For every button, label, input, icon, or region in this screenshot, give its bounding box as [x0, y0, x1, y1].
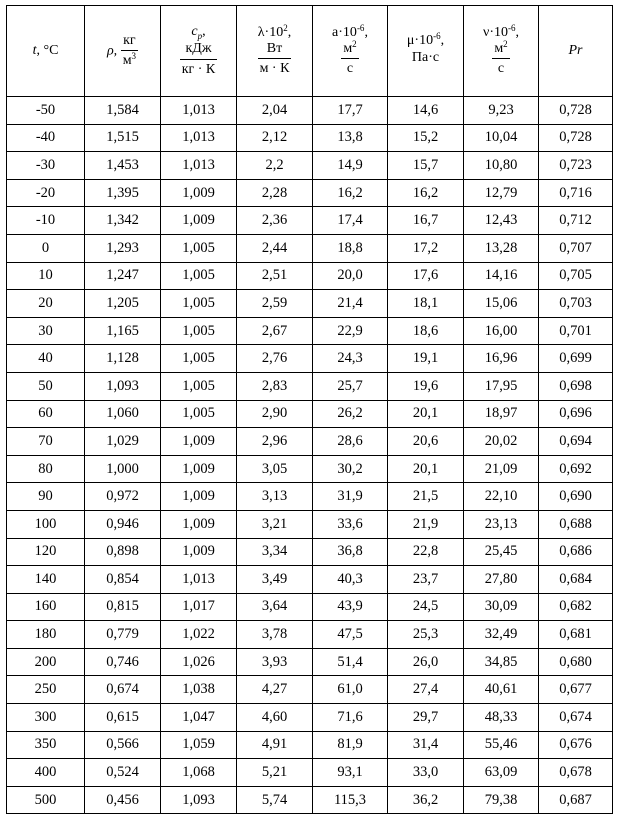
cell-density: 1,060: [85, 400, 161, 428]
cell-heat-capacity: 1,005: [161, 400, 237, 428]
cell-kinematic-viscosity: 40,61: [464, 676, 539, 704]
cell-dynamic-viscosity: 14,6: [388, 97, 464, 125]
cell-kinematic-viscosity: 32,49: [464, 621, 539, 649]
cell-kinematic-viscosity: 12,43: [464, 207, 539, 235]
cell-prandtl: 0,676: [539, 731, 613, 759]
cell-heat-capacity: 1,013: [161, 124, 237, 152]
cell-temperature: 70: [7, 428, 85, 456]
header-rho-fraction: [121, 33, 138, 69]
table-wrapper: [6, 5, 613, 814]
cell-kinematic-viscosity: 22,10: [464, 483, 539, 511]
cell-temperature: 40: [7, 345, 85, 373]
table-row: [7, 207, 613, 235]
cell-heat-capacity: 1,017: [161, 593, 237, 621]
cell-heat-capacity: 1,013: [161, 152, 237, 180]
cell-density: 0,972: [85, 483, 161, 511]
cell-dynamic-viscosity: 33,0: [388, 759, 464, 787]
cell-kinematic-viscosity: 9,23: [464, 97, 539, 125]
cell-thermal-conductivity: 3,64: [237, 593, 313, 621]
cell-temperature: 120: [7, 538, 85, 566]
cell-prandtl: 0,674: [539, 704, 613, 732]
cell-kinematic-viscosity: 15,06: [464, 290, 539, 318]
table-row: [7, 786, 613, 814]
cell-thermal-diffusivity: 43,9: [313, 593, 388, 621]
cell-thermal-conductivity: 3,78: [237, 621, 313, 649]
cell-prandtl: 0,699: [539, 345, 613, 373]
cell-temperature: 160: [7, 593, 85, 621]
cell-heat-capacity: 1,005: [161, 372, 237, 400]
table-row: [7, 455, 613, 483]
header-a-fraction: [341, 38, 358, 77]
cell-density: 0,779: [85, 621, 161, 649]
table-row: [7, 179, 613, 207]
cell-heat-capacity: 1,005: [161, 290, 237, 318]
header-t-symbol: t: [32, 42, 37, 58]
cell-temperature: 50: [7, 372, 85, 400]
header-thermal-conductivity: [237, 6, 313, 97]
cell-thermal-conductivity: 3,05: [237, 455, 313, 483]
cell-density: 1,205: [85, 290, 161, 318]
table-row: [7, 234, 613, 262]
table-row: [7, 400, 613, 428]
cell-temperature: -40: [7, 124, 85, 152]
cell-thermal-conductivity: 3,93: [237, 648, 313, 676]
cell-thermal-diffusivity: 28,6: [313, 428, 388, 456]
cell-thermal-diffusivity: 51,4: [313, 648, 388, 676]
cell-density: 0,674: [85, 676, 161, 704]
header-lambda-symbol: $\lambda\cdot 10^2$,: [257, 22, 292, 40]
cell-heat-capacity: 1,093: [161, 786, 237, 814]
cell-density: 0,898: [85, 538, 161, 566]
cell-thermal-diffusivity: 26,2: [313, 400, 388, 428]
cell-dynamic-viscosity: 36,2: [388, 786, 464, 814]
cell-dynamic-viscosity: 22,8: [388, 538, 464, 566]
cell-density: 1,342: [85, 207, 161, 235]
table-row: [7, 510, 613, 538]
cell-density: 0,854: [85, 566, 161, 594]
cell-temperature: -30: [7, 152, 85, 180]
cell-density: 1,395: [85, 179, 161, 207]
cell-temperature: 90: [7, 483, 85, 511]
cell-kinematic-viscosity: 10,80: [464, 152, 539, 180]
cell-prandtl: 0,682: [539, 593, 613, 621]
cell-thermal-diffusivity: 36,8: [313, 538, 388, 566]
header-heat-capacity: [161, 6, 237, 97]
table-body: [7, 97, 613, 814]
table-row: [7, 759, 613, 787]
cell-temperature: 250: [7, 676, 85, 704]
cell-heat-capacity: 1,009: [161, 207, 237, 235]
cell-heat-capacity: 1,009: [161, 428, 237, 456]
cell-thermal-diffusivity: 16,2: [313, 179, 388, 207]
cell-density: 0,946: [85, 510, 161, 538]
header-cp-fraction: [180, 41, 218, 77]
cell-thermal-conductivity: 2,51: [237, 262, 313, 290]
cell-density: 0,566: [85, 731, 161, 759]
cell-heat-capacity: 1,005: [161, 345, 237, 373]
cell-dynamic-viscosity: 15,2: [388, 124, 464, 152]
cell-temperature: 500: [7, 786, 85, 814]
cell-prandtl: 0,677: [539, 676, 613, 704]
cell-kinematic-viscosity: 10,04: [464, 124, 539, 152]
cell-prandtl: 0,716: [539, 179, 613, 207]
header-rho-den: $м^3$: [122, 51, 137, 68]
cell-heat-capacity: 1,009: [161, 455, 237, 483]
cell-thermal-diffusivity: 115,3: [313, 786, 388, 814]
cell-prandtl: 0,690: [539, 483, 613, 511]
cell-density: 1,165: [85, 317, 161, 345]
cell-heat-capacity: 1,009: [161, 483, 237, 511]
table-row: [7, 731, 613, 759]
cell-thermal-diffusivity: 13,8: [313, 124, 388, 152]
header-cp-den: кг · К: [180, 59, 218, 78]
table-row: [7, 152, 613, 180]
cell-thermal-conductivity: 3,49: [237, 566, 313, 594]
cell-temperature: 10: [7, 262, 85, 290]
cell-density: 1,128: [85, 345, 161, 373]
cell-thermal-diffusivity: 17,4: [313, 207, 388, 235]
header-nu-num: $м^2$: [494, 38, 508, 56]
cell-prandtl: 0,681: [539, 621, 613, 649]
cell-heat-capacity: 1,068: [161, 759, 237, 787]
header-mu-unit: Па·с: [411, 49, 440, 65]
cell-kinematic-viscosity: 34,85: [464, 648, 539, 676]
header-cp-symbol: $c_p$,: [191, 24, 206, 42]
cell-thermal-conductivity: 2,36: [237, 207, 313, 235]
header-a-symbol: $a\cdot 10^{-6}$,: [332, 22, 368, 40]
cell-density: 1,293: [85, 234, 161, 262]
header-a-num: $м^2$: [343, 38, 357, 56]
cell-temperature: 180: [7, 621, 85, 649]
table-row: [7, 124, 613, 152]
cell-dynamic-viscosity: 17,6: [388, 262, 464, 290]
cell-thermal-conductivity: 3,13: [237, 483, 313, 511]
cell-density: 0,524: [85, 759, 161, 787]
cell-heat-capacity: 1,005: [161, 317, 237, 345]
cell-thermal-diffusivity: 21,4: [313, 290, 388, 318]
header-dynamic-viscosity: [388, 6, 464, 97]
table-row: [7, 483, 613, 511]
table-row: [7, 704, 613, 732]
cell-heat-capacity: 1,009: [161, 179, 237, 207]
air-properties-table: [6, 5, 613, 814]
header-lambda-den: м · К: [258, 58, 292, 77]
cell-thermal-diffusivity: 18,8: [313, 234, 388, 262]
cell-heat-capacity: 1,005: [161, 262, 237, 290]
cell-kinematic-viscosity: 63,09: [464, 759, 539, 787]
cell-dynamic-viscosity: 29,7: [388, 704, 464, 732]
cell-thermal-conductivity: 4,91: [237, 731, 313, 759]
table-row: [7, 345, 613, 373]
cell-dynamic-viscosity: 25,3: [388, 621, 464, 649]
cell-prandtl: 0,680: [539, 648, 613, 676]
cell-density: 0,815: [85, 593, 161, 621]
cell-density: 1,000: [85, 455, 161, 483]
cell-heat-capacity: 1,047: [161, 704, 237, 732]
cell-dynamic-viscosity: 23,7: [388, 566, 464, 594]
cell-thermal-diffusivity: 14,9: [313, 152, 388, 180]
cell-temperature: 300: [7, 704, 85, 732]
cell-density: 0,456: [85, 786, 161, 814]
header-mu-symbol: $\mu\cdot 10^{-6}$,: [406, 31, 445, 49]
cell-thermal-conductivity: 2,83: [237, 372, 313, 400]
cell-thermal-diffusivity: 20,0: [313, 262, 388, 290]
cell-kinematic-viscosity: 48,33: [464, 704, 539, 732]
cell-prandtl: 0,688: [539, 510, 613, 538]
cell-kinematic-viscosity: 16,00: [464, 317, 539, 345]
cell-temperature: -10: [7, 207, 85, 235]
header-density: [85, 6, 161, 97]
table-row: [7, 538, 613, 566]
cell-density: 1,453: [85, 152, 161, 180]
cell-dynamic-viscosity: 26,0: [388, 648, 464, 676]
cell-heat-capacity: 1,013: [161, 97, 237, 125]
cell-dynamic-viscosity: 15,7: [388, 152, 464, 180]
cell-heat-capacity: 1,038: [161, 676, 237, 704]
cell-prandtl: 0,728: [539, 124, 613, 152]
cell-thermal-conductivity: 2,44: [237, 234, 313, 262]
cell-heat-capacity: 1,009: [161, 510, 237, 538]
cell-temperature: -20: [7, 179, 85, 207]
cell-heat-capacity: 1,005: [161, 234, 237, 262]
header-prandtl: [539, 6, 613, 97]
cell-temperature: 200: [7, 648, 85, 676]
cell-density: 1,515: [85, 124, 161, 152]
cell-prandtl: 0,694: [539, 428, 613, 456]
cell-kinematic-viscosity: 23,13: [464, 510, 539, 538]
cell-dynamic-viscosity: 24,5: [388, 593, 464, 621]
cell-prandtl: 0,723: [539, 152, 613, 180]
cell-kinematic-viscosity: 14,16: [464, 262, 539, 290]
cell-dynamic-viscosity: 19,1: [388, 345, 464, 373]
cell-dynamic-viscosity: 31,4: [388, 731, 464, 759]
header-nu-fraction: [492, 38, 509, 77]
cell-thermal-conductivity: 2,59: [237, 290, 313, 318]
header-lambda-num: Вт: [266, 40, 283, 56]
cell-dynamic-viscosity: 18,1: [388, 290, 464, 318]
cell-density: 0,615: [85, 704, 161, 732]
cell-dynamic-viscosity: 20,6: [388, 428, 464, 456]
table-row: [7, 593, 613, 621]
cell-thermal-conductivity: 2,90: [237, 400, 313, 428]
cell-heat-capacity: 1,013: [161, 566, 237, 594]
cell-dynamic-viscosity: 17,2: [388, 234, 464, 262]
cell-density: 0,746: [85, 648, 161, 676]
cell-temperature: 0: [7, 234, 85, 262]
header-nu-symbol: $\nu\cdot 10^{-6}$,: [483, 22, 519, 40]
table-row: [7, 621, 613, 649]
cell-heat-capacity: 1,026: [161, 648, 237, 676]
cell-dynamic-viscosity: 21,5: [388, 483, 464, 511]
cell-thermal-conductivity: 3,34: [237, 538, 313, 566]
cell-dynamic-viscosity: 20,1: [388, 400, 464, 428]
cell-heat-capacity: 1,022: [161, 621, 237, 649]
header-a-den: с: [341, 58, 358, 77]
cell-temperature: -50: [7, 97, 85, 125]
cell-thermal-conductivity: 5,74: [237, 786, 313, 814]
cell-temperature: 80: [7, 455, 85, 483]
cell-kinematic-viscosity: 55,46: [464, 731, 539, 759]
cell-thermal-diffusivity: 40,3: [313, 566, 388, 594]
header-kinematic-viscosity: [464, 6, 539, 97]
table-row: [7, 648, 613, 676]
cell-dynamic-viscosity: 16,2: [388, 179, 464, 207]
table-row: [7, 676, 613, 704]
cell-kinematic-viscosity: 79,38: [464, 786, 539, 814]
cell-thermal-conductivity: 2,04: [237, 97, 313, 125]
table-row: [7, 262, 613, 290]
cell-density: 1,584: [85, 97, 161, 125]
cell-temperature: 350: [7, 731, 85, 759]
cell-dynamic-viscosity: 16,7: [388, 207, 464, 235]
cell-kinematic-viscosity: 27,80: [464, 566, 539, 594]
cell-thermal-conductivity: 2,96: [237, 428, 313, 456]
cell-thermal-conductivity: 4,27: [237, 676, 313, 704]
cell-thermal-conductivity: 2,76: [237, 345, 313, 373]
cell-heat-capacity: 1,009: [161, 538, 237, 566]
cell-prandtl: 0,684: [539, 566, 613, 594]
cell-prandtl: 0,687: [539, 786, 613, 814]
cell-thermal-diffusivity: 33,6: [313, 510, 388, 538]
header-rho-symbol: ρ,: [106, 43, 118, 59]
table-row: [7, 290, 613, 318]
header-rho-num: кг: [123, 32, 136, 48]
cell-thermal-conductivity: 2,2: [237, 152, 313, 180]
cell-prandtl: 0,692: [539, 455, 613, 483]
cell-thermal-conductivity: 4,60: [237, 704, 313, 732]
header-t-unit: °C: [43, 42, 59, 58]
cell-kinematic-viscosity: 12,79: [464, 179, 539, 207]
cell-kinematic-viscosity: 16,96: [464, 345, 539, 373]
cell-thermal-diffusivity: 47,5: [313, 621, 388, 649]
cell-thermal-diffusivity: 81,9: [313, 731, 388, 759]
cell-heat-capacity: 1,059: [161, 731, 237, 759]
cell-thermal-diffusivity: 30,2: [313, 455, 388, 483]
cell-prandtl: 0,696: [539, 400, 613, 428]
header-lambda-fraction: [258, 41, 292, 77]
cell-kinematic-viscosity: 20,02: [464, 428, 539, 456]
table-row: [7, 97, 613, 125]
cell-prandtl: 0,686: [539, 538, 613, 566]
cell-thermal-diffusivity: 71,6: [313, 704, 388, 732]
cell-thermal-diffusivity: 24,3: [313, 345, 388, 373]
cell-kinematic-viscosity: 25,45: [464, 538, 539, 566]
cell-thermal-conductivity: 2,28: [237, 179, 313, 207]
cell-thermal-diffusivity: 31,9: [313, 483, 388, 511]
cell-density: 1,093: [85, 372, 161, 400]
cell-thermal-diffusivity: 93,1: [313, 759, 388, 787]
cell-dynamic-viscosity: 18,6: [388, 317, 464, 345]
header-nu-den: с: [492, 58, 509, 77]
cell-thermal-diffusivity: 25,7: [313, 372, 388, 400]
cell-prandtl: 0,698: [539, 372, 613, 400]
cell-thermal-diffusivity: 17,7: [313, 97, 388, 125]
cell-dynamic-viscosity: 19,6: [388, 372, 464, 400]
cell-thermal-conductivity: 2,67: [237, 317, 313, 345]
cell-density: 1,247: [85, 262, 161, 290]
cell-kinematic-viscosity: 30,09: [464, 593, 539, 621]
cell-dynamic-viscosity: 27,4: [388, 676, 464, 704]
table-row: [7, 317, 613, 345]
table-row: [7, 566, 613, 594]
cell-temperature: 140: [7, 566, 85, 594]
header-row: [7, 6, 613, 97]
cell-temperature: 30: [7, 317, 85, 345]
cell-thermal-diffusivity: 61,0: [313, 676, 388, 704]
cell-kinematic-viscosity: 18,97: [464, 400, 539, 428]
cell-temperature: 400: [7, 759, 85, 787]
cell-prandtl: 0,701: [539, 317, 613, 345]
cell-kinematic-viscosity: 13,28: [464, 234, 539, 262]
cell-prandtl: 0,728: [539, 97, 613, 125]
cell-prandtl: 0,707: [539, 234, 613, 262]
table-row: [7, 372, 613, 400]
cell-kinematic-viscosity: 17,95: [464, 372, 539, 400]
header-cp-num: кДж: [185, 41, 212, 57]
cell-kinematic-viscosity: 21,09: [464, 455, 539, 483]
cell-thermal-conductivity: 5,21: [237, 759, 313, 787]
cell-temperature: 20: [7, 290, 85, 318]
cell-dynamic-viscosity: 20,1: [388, 455, 464, 483]
cell-density: 1,029: [85, 428, 161, 456]
cell-temperature: 100: [7, 510, 85, 538]
header-pr-symbol: Pr: [568, 42, 583, 58]
header-temperature: t, °C: [7, 6, 85, 97]
cell-prandtl: 0,678: [539, 759, 613, 787]
cell-prandtl: 0,705: [539, 262, 613, 290]
table-row: [7, 428, 613, 456]
header-thermal-diffusivity: [313, 6, 388, 97]
cell-thermal-conductivity: 2,12: [237, 124, 313, 152]
cell-prandtl: 0,703: [539, 290, 613, 318]
cell-thermal-conductivity: 3,21: [237, 510, 313, 538]
cell-dynamic-viscosity: 21,9: [388, 510, 464, 538]
cell-thermal-diffusivity: 22,9: [313, 317, 388, 345]
cell-prandtl: 0,712: [539, 207, 613, 235]
cell-temperature: 60: [7, 400, 85, 428]
